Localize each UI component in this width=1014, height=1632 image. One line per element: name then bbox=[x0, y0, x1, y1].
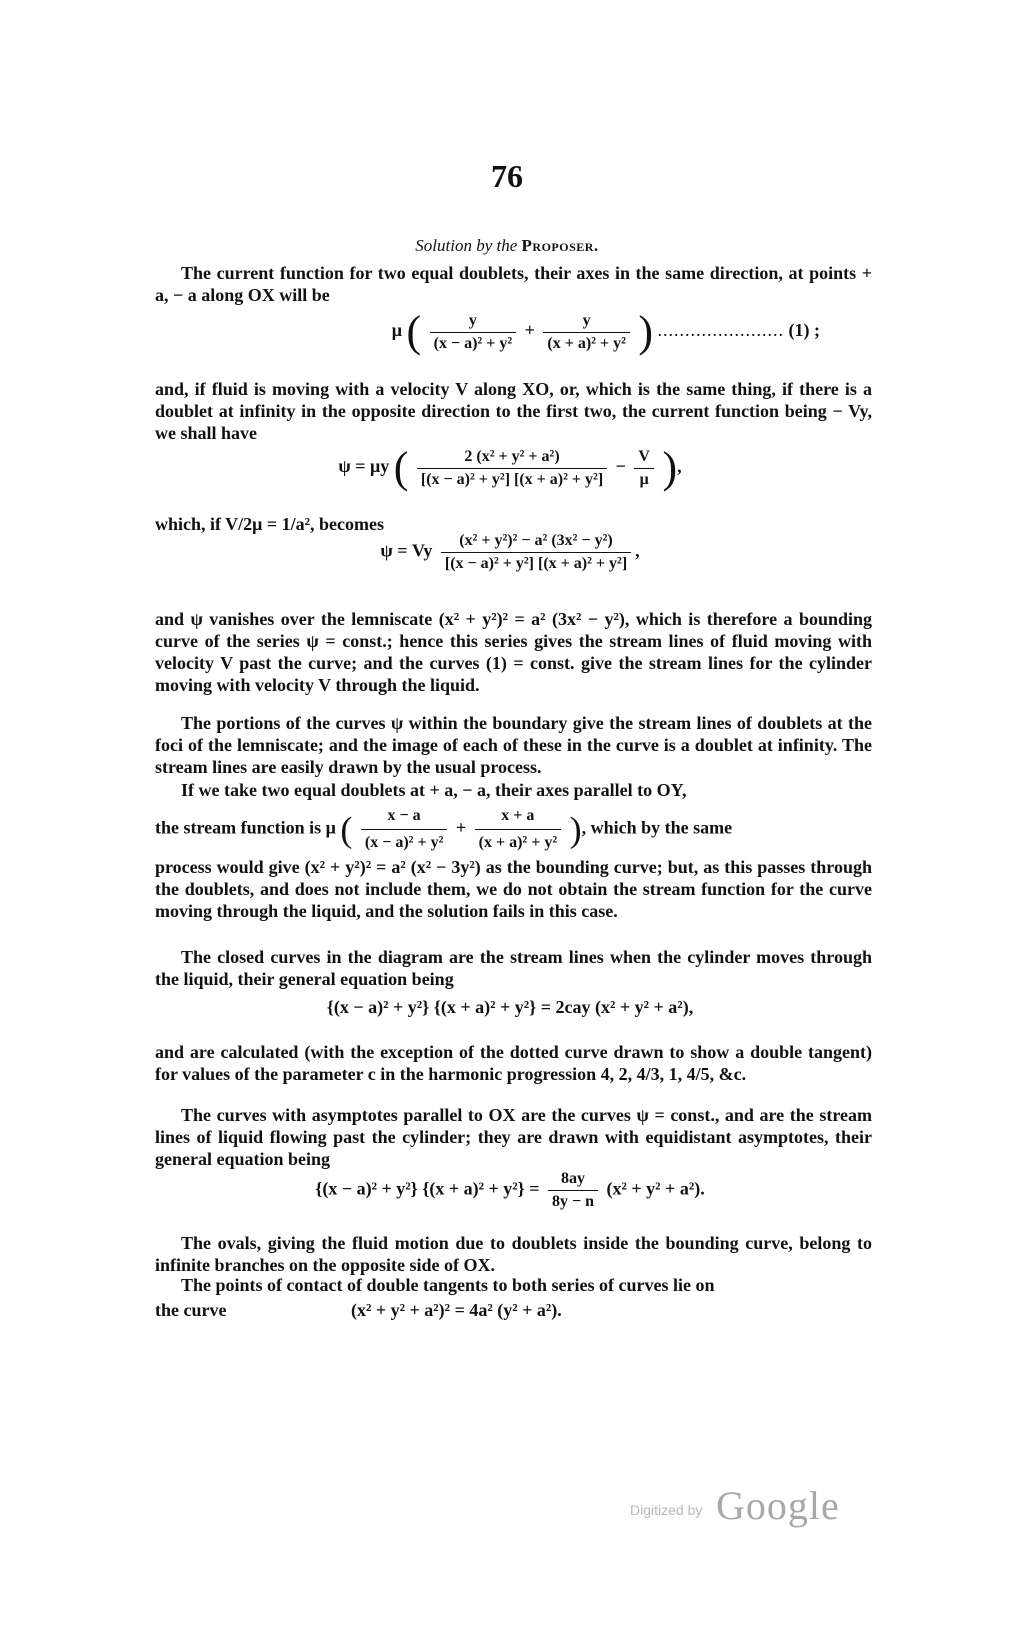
para6-den-2: (x + a)² + y² bbox=[475, 829, 561, 854]
eq1-den-2: (x + a)² + y² bbox=[543, 332, 629, 353]
para6-frac-2 bbox=[475, 805, 561, 854]
eq3-lhs: ψ = Vy bbox=[380, 540, 433, 561]
para6-rest: process would give (x² + y²)² = a² (x² − 3y²) as the bounding curve; but, as this passes through the doublets, and does not include them, we do not obtain the stream function for the curve moving through the liquid, and the solution fails in this case. bbox=[155, 857, 872, 921]
eq1-prefix: μ bbox=[391, 320, 402, 341]
para6-close-paren: ) bbox=[569, 809, 582, 850]
eq3-num: (x² + y²)² − a² (3x² − y²) bbox=[459, 532, 613, 549]
eq5-den: 8y − n bbox=[548, 1190, 598, 1211]
eq5-rhs: (x² + y² + a²). bbox=[606, 1178, 705, 1199]
paragraph-2: and, if fluid is moving with a velocity V along XO, or, which is the same thing, if there is a doublet at infinity in the opposite direction to the first two, the current function being − Vy, we shall have bbox=[155, 379, 872, 443]
eq2-lhs: ψ = μy bbox=[338, 456, 390, 477]
paragraph-10: The ovals, giving the fluid motion due to doublets inside the bounding curve, belong to infinite branches on the opposite side of OX. bbox=[155, 1233, 872, 1275]
equation-3 bbox=[150, 532, 870, 573]
eq5-num: 8ay bbox=[561, 1170, 585, 1187]
eq2-num-2: V bbox=[638, 447, 650, 465]
eq5-lhs: {(x − a)² + y²} {(x + a)² + y²} = bbox=[315, 1178, 540, 1199]
para6-frac-1 bbox=[361, 805, 447, 854]
paragraph-11: The points of contact of double tangents to both series of curves lie on bbox=[181, 1275, 715, 1295]
eq1-den-1: (x − a)² + y² bbox=[430, 332, 516, 353]
heading-italic: Solution by the bbox=[415, 236, 518, 255]
eq2-tail: , bbox=[677, 456, 682, 477]
eq1-open-paren: ( bbox=[406, 307, 422, 356]
paragraph-4: and ψ vanishes over the lemniscate (x² + y²)² = a² (3x² − y²), which is therefore a bounding curve of the series ψ = const.; hence this series gives the stream lines of fluid moving with velocity V past the curve; and the curves (1) = const. give the stream lines for the cylinder moving with velocity V through the liquid. bbox=[155, 609, 872, 695]
equation-4: {(x − a)² + y²} {(x + a)² + y²} = 2cay (x² + y² + a²), bbox=[326, 997, 694, 1017]
paragraph-7: The closed curves in the diagram are the stream lines when the cylinder moves through the liquid, their general equation being bbox=[155, 947, 872, 989]
final-line bbox=[155, 1299, 872, 1321]
para6-line-1: If we take two equal doublets at + a, − a, their axes parallel to OY, bbox=[181, 780, 687, 800]
eq2-minus: − bbox=[615, 456, 626, 477]
eq1-leader-dots: ....................... bbox=[657, 320, 785, 341]
eq1-num-2: y bbox=[582, 311, 591, 329]
equation-1 bbox=[150, 307, 820, 356]
page-number: 76 bbox=[491, 158, 523, 194]
eq5-frac bbox=[548, 1170, 598, 1211]
google-watermark bbox=[620, 1480, 850, 1530]
paragraph-8: and are calculated (with the exception of the dotted curve drawn to show a double tangent) for values of the parameter c in the harmonic progression 4, 2, 4/3, 1, 4/5, &c. bbox=[155, 1042, 872, 1084]
watermark-small-text: Digitized by bbox=[630, 1502, 703, 1518]
equation-5 bbox=[150, 1170, 870, 1211]
section-heading bbox=[0, 236, 1014, 256]
eq1-frac-2 bbox=[543, 312, 629, 353]
para6-open-paren: ( bbox=[340, 809, 353, 850]
eq1-frac-1 bbox=[430, 312, 516, 353]
para6-post: , which by the same bbox=[581, 817, 733, 838]
eq2-den-2: μ bbox=[634, 468, 654, 489]
eq3-tail: , bbox=[635, 540, 640, 561]
equation-2 bbox=[150, 443, 870, 492]
para6-plus: + bbox=[455, 817, 467, 838]
paragraph-5: The portions of the curves ψ within the boundary give the stream lines of doublets at the foci of the lemniscate; and the image of each of these in the curve is a doublet at infinity. The stream lines are easily drawn by the usual process. bbox=[155, 713, 872, 777]
eq2-den-1: [(x − a)² + y²] [(x + a)² + y²] bbox=[417, 468, 607, 489]
para6-num-2: x + a bbox=[501, 807, 535, 824]
eq1-plus: + bbox=[524, 320, 535, 341]
eq2-close-paren: ) bbox=[662, 443, 678, 492]
eq2-frac-2 bbox=[634, 448, 654, 489]
paragraph-1: The current function for two equal doublets, their axes in the same direction, at points + a, − a along OX will be bbox=[155, 263, 872, 305]
paragraph-3: which, if V/2μ = 1/a², becomes bbox=[155, 514, 385, 534]
paragraph-6 bbox=[155, 779, 872, 922]
para6-num-1: x − a bbox=[387, 807, 421, 824]
final-label: the curve bbox=[155, 1300, 227, 1320]
eq2-num-1: 2 (x² + y² + a²) bbox=[464, 447, 560, 465]
eq2-open-paren: ( bbox=[393, 443, 409, 492]
final-equation: (x² + y² + a²)² = 4a² (y² + a²). bbox=[350, 1300, 562, 1320]
eq3-frac bbox=[441, 532, 631, 573]
para6-pre: the stream function is μ bbox=[155, 817, 336, 838]
para6-inline-equation bbox=[155, 805, 872, 854]
eq2-frac-1 bbox=[417, 448, 607, 489]
heading-caps: Proposer. bbox=[521, 236, 599, 255]
eq3-den: [(x − a)² + y²] [(x + a)² + y²] bbox=[441, 552, 631, 573]
paragraph-9: The curves with asymptotes parallel to OX are the curves ψ = const., and are the stream lines of liquid flowing past the cylinder; they are drawn with equidistant asymptotes, their general equation being bbox=[155, 1105, 872, 1169]
para6-den-1: (x − a)² + y² bbox=[361, 829, 447, 854]
eq1-num-1: y bbox=[468, 311, 477, 329]
eq1-close-paren: ) bbox=[638, 307, 654, 356]
eq1-label: (1) ; bbox=[788, 320, 820, 341]
watermark-logo: Google bbox=[716, 1483, 840, 1528]
